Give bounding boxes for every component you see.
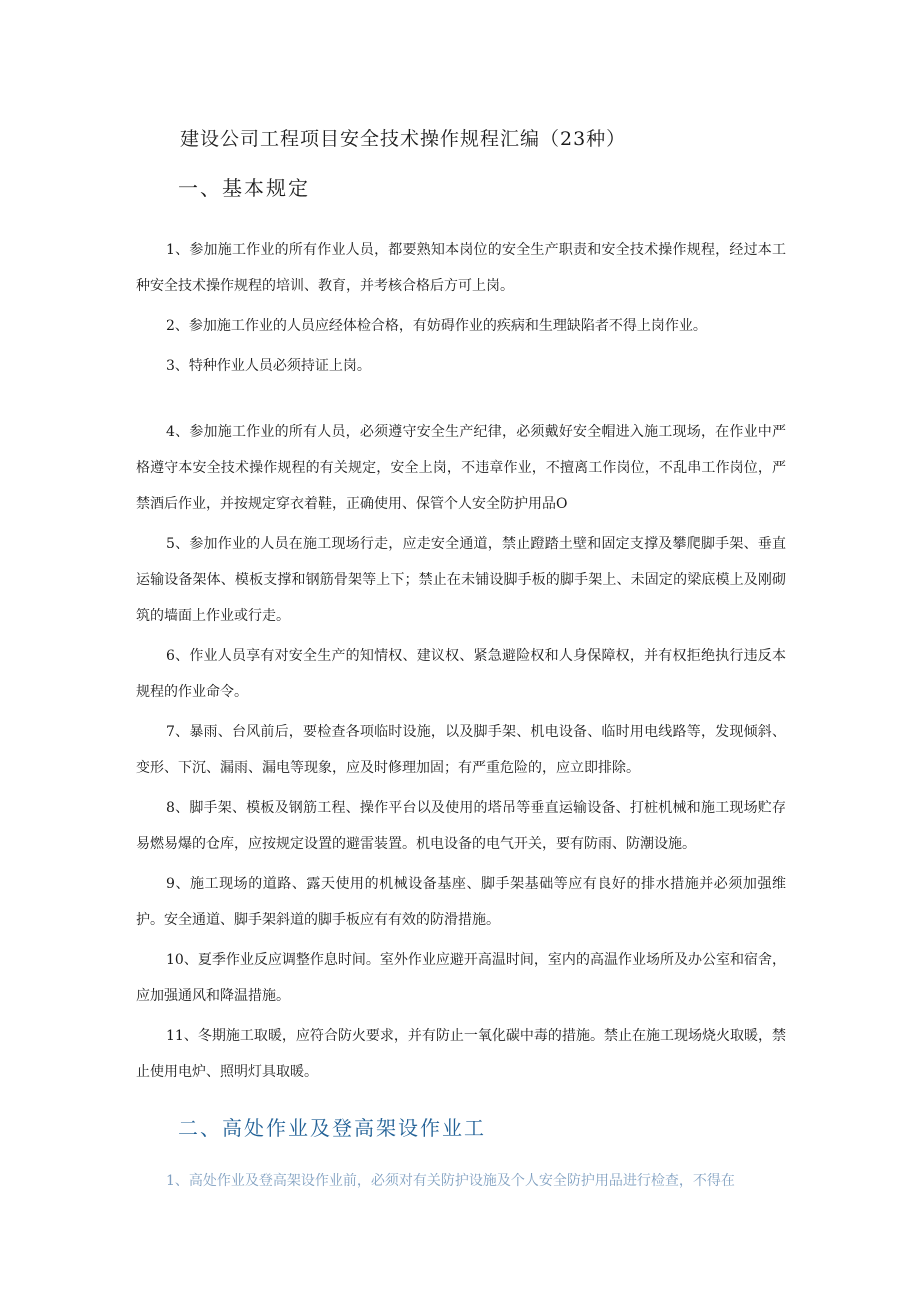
section-1-heading: 一、基本规定 [178,176,310,200]
rule-item-6: 6、作业人员享有对安全生产的知情权、建议权、紧急避险权和人身保障权，并有权拒绝执行违反本规程的作业命令。 [136,648,786,700]
section-2-item-1: 1、高处作业及登高架设作业前，必须对有关防护设施及个人安全防护用品进行检查，不得在 [166,1173,735,1189]
document-title: 建设公司工程项目安全技术操作规程汇编（23种） [180,128,627,150]
section-1-items [136,232,786,1090]
rule-item-7: 7、暴雨、台风前后，要检查各项临时设施，以及脚手架、机电设备、临时用电线路等，发现倾斜、变形、下沉、漏雨、漏电等现象，应及时修理加固；有严重危险的，应立即排除。 [136,724,786,776]
rule-item-4: 4、参加施工作业的所有人员，必须遵守安全生产纪律，必须戴好安全帽进入施工现场，在作业中严格遵守本安全技术操作规程的有关规定，安全上岗，不违章作业，不擅离工作岗位，不乱串工作岗位，严禁酒后作业，并按规定穿衣着鞋，正确使用、保管个人安全防护用品O [136,424,786,512]
rule-item-10: 10、夏季作业反应调整作息时间。室外作业应避开高温时间，室内的高温作业场所及办公室和宿舍，应加强通风和降温措施。 [136,952,786,1004]
section-2-heading: 二、高处作业及登高架设作业工 [178,1116,486,1140]
rule-item-1: 1、参加施工作业的所有作业人员，都要熟知本岗位的安全生产职责和安全技术操作规程，经过本工种安全技术操作规程的培训、教育，并考核合格后方可上岗。 [136,242,786,294]
rule-item-3: 3、特种作业人员必须持证上岗。 [166,358,371,374]
rule-item-9: 9、施工现场的道路、露天使用的机械设备基座、脚手架基础等应有良好的排水措施并必须加强维护。安全通道、脚手架斜道的脚手板应有有效的防滑措施。 [136,876,786,928]
rule-item-2: 2、参加施工作业的人员应经体检合格，有妨碍作业的疾病和生理缺陷者不得上岗作业。 [166,318,707,334]
rule-item-5: 5、参加作业的人员在施工现场行走，应走安全通道，禁止蹬踏土壁和固定支撑及攀爬脚手架、垂直运输设备架体、模板支撑和钢筋骨架等上下；禁止在未铺设脚手板的脚手架上、未固定的梁底模上及刚砌筑的墙面上作业或行走。 [136,536,786,624]
rule-item-8: 8、脚手架、模板及钢筋工程、操作平台以及使用的塔吊等垂直运输设备、打桩机械和施工现场贮存易燃易爆的仓库，应按规定设置的避雷装置。机电设备的电气开关，要有防雨、防潮设施。 [136,800,786,852]
rule-item-11: 11、冬期施工取暖，应符合防火要求，并有防止一氧化碳中毒的措施。禁止在施工现场烧火取暖，禁止使用电炉、照明灯具取暖。 [136,1028,786,1080]
